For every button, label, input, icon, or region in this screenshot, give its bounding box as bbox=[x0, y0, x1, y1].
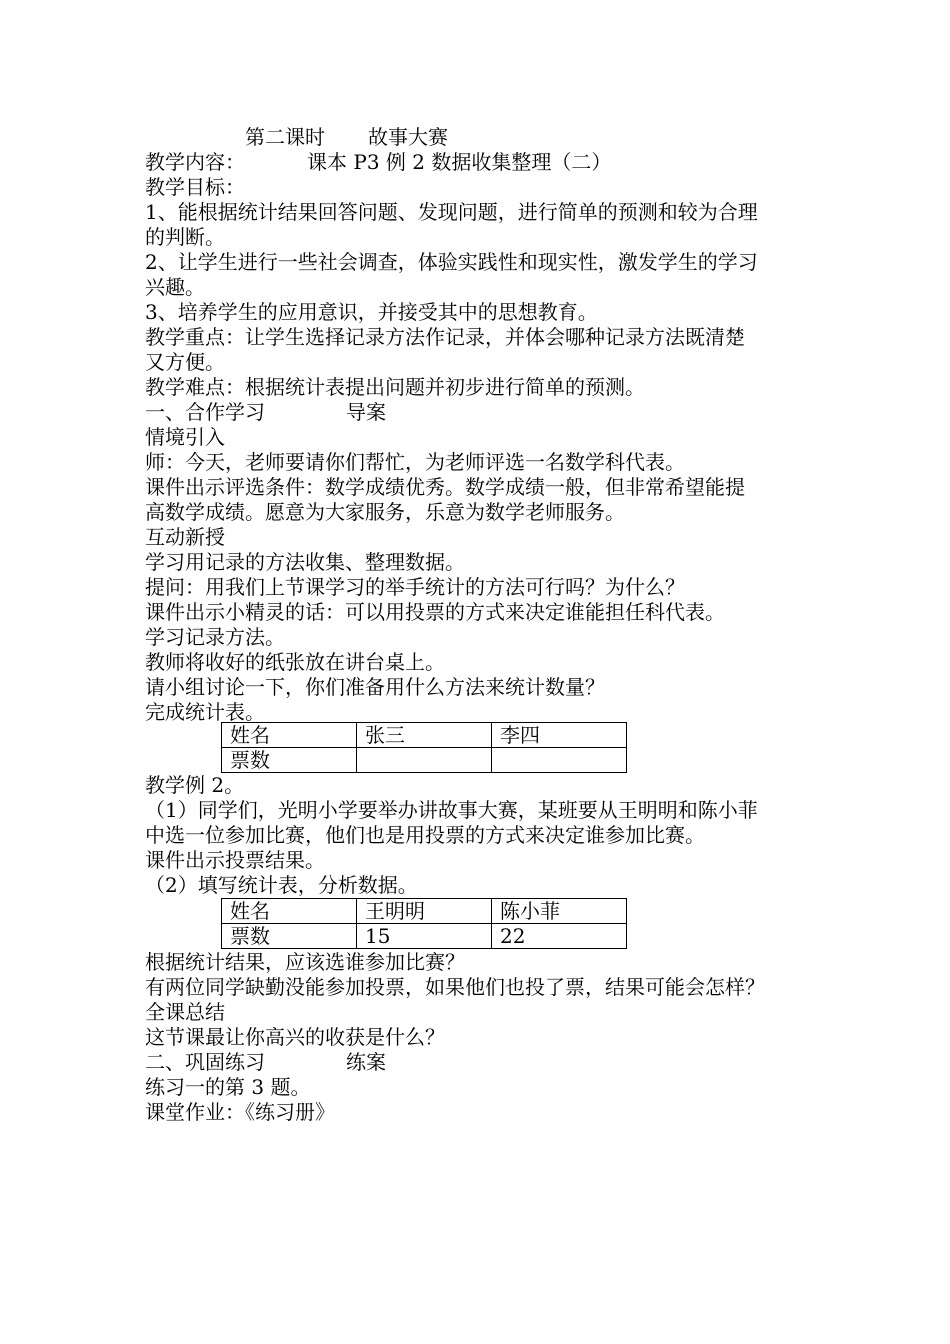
table-cell: 张三 bbox=[357, 723, 492, 748]
lesson-topic: 故事大赛 bbox=[368, 125, 448, 149]
table-cell: 22 bbox=[492, 924, 627, 949]
teacher-line: 师：今天，老师要请你们帮忙，为老师评选一名数学科代表。 bbox=[145, 450, 685, 474]
courseware-line-a: 课件出示评选条件：数学成绩优秀。数学成绩一般，但非常希望能提 bbox=[145, 475, 745, 499]
choose-line: 根据统计结果，应该选谁参加比赛？ bbox=[145, 950, 465, 974]
goal-2b: 兴趣。 bbox=[145, 275, 205, 299]
lesson-title: 第二课时 bbox=[245, 125, 325, 149]
section2-label: 二、巩固练习 bbox=[145, 1050, 265, 1074]
table-row bbox=[222, 924, 627, 949]
goals-label: 教学目标： bbox=[145, 175, 245, 199]
key-point-b: 又方便。 bbox=[145, 350, 225, 374]
paper-line: 教师将收好的纸张放在讲台桌上。 bbox=[145, 650, 445, 674]
question-line: 提问：用我们上节课学习的举手统计的方法可行吗？为什么？ bbox=[145, 575, 685, 599]
table-cell bbox=[492, 748, 627, 773]
table-row bbox=[222, 723, 627, 748]
vote-table-2 bbox=[221, 898, 627, 949]
interactive-heading: 互动新授 bbox=[145, 525, 225, 549]
example-2: （2）填写统计表，分析数据。 bbox=[145, 873, 418, 897]
example-1a: （1）同学们，光明小学要举办讲故事大赛，某班要从王明明和陈小菲 bbox=[145, 798, 758, 822]
difficulty: 教学难点：根据统计表提出问题并初步进行简单的预测。 bbox=[145, 375, 645, 399]
table-cell: 15 bbox=[357, 924, 492, 949]
complete-line: 完成统计表。 bbox=[145, 700, 265, 724]
table-cell: 姓名 bbox=[222, 723, 357, 748]
happy-line: 这节课最让你高兴的收获是什么？ bbox=[145, 1025, 445, 1049]
table-cell: 票数 bbox=[222, 748, 357, 773]
intro-heading: 情境引入 bbox=[145, 425, 225, 449]
courseware-line-b: 高数学成绩。愿意为大家服务，乐意为数学老师服务。 bbox=[145, 500, 625, 524]
method-line: 学习记录方法。 bbox=[145, 625, 285, 649]
table-cell bbox=[357, 748, 492, 773]
section2-tag: 练案 bbox=[346, 1050, 386, 1074]
goal-2a: 2、让学生进行一些社会调查，体验实践性和现实性，激发学生的学习 bbox=[145, 250, 758, 274]
table-row bbox=[222, 748, 627, 773]
table-cell: 王明明 bbox=[357, 899, 492, 924]
goal-1b: 的判断。 bbox=[145, 225, 225, 249]
table-row bbox=[222, 899, 627, 924]
table-cell: 李四 bbox=[492, 723, 627, 748]
goal-1a: 1、能根据统计结果回答问题、发现问题，进行简单的预测和较为合理 bbox=[145, 200, 758, 224]
exercise-line: 练习一的第 3 题。 bbox=[145, 1075, 311, 1099]
elf-line: 课件出示小精灵的话：可以用投票的方式来决定谁能担任科代表。 bbox=[145, 600, 725, 624]
content-label: 教学内容： bbox=[145, 150, 245, 174]
table-cell: 票数 bbox=[222, 924, 357, 949]
vote-table-1 bbox=[221, 722, 627, 773]
key-point-a: 教学重点：让学生选择记录方法作记录，并体会哪种记录方法既清楚 bbox=[145, 325, 745, 349]
table-cell: 姓名 bbox=[222, 899, 357, 924]
example-1b: 中选一位参加比赛，他们也是用投票的方式来决定谁参加比赛。 bbox=[145, 823, 705, 847]
learn-record-line: 学习用记录的方法收集、整理数据。 bbox=[145, 550, 465, 574]
goal-3: 3、培养学生的应用意识，并接受其中的思想教育。 bbox=[145, 300, 598, 324]
section1-tag: 导案 bbox=[346, 400, 386, 424]
summary-heading: 全课总结 bbox=[145, 1000, 225, 1024]
section1-label: 一、合作学习 bbox=[145, 400, 265, 424]
table-cell: 陈小菲 bbox=[492, 899, 627, 924]
content-value: 课本 P3 例 2 数据收集整理（二） bbox=[307, 150, 612, 174]
result-line: 课件出示投票结果。 bbox=[145, 848, 325, 872]
example-heading: 教学例 2。 bbox=[145, 773, 245, 797]
homework-line: 课堂作业：《练习册》 bbox=[145, 1100, 335, 1124]
discuss-line: 请小组讨论一下，你们准备用什么方法来统计数量？ bbox=[145, 675, 605, 699]
absent-line: 有两位同学缺勤没能参加投票，如果他们也投了票，结果可能会怎样？ bbox=[145, 975, 765, 999]
